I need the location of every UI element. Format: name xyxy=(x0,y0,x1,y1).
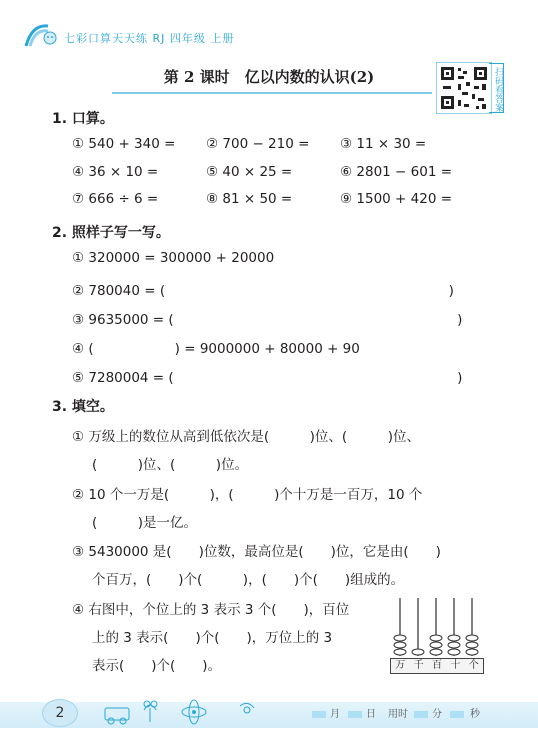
calc-item: ⑨ 1500 + 420 = xyxy=(340,191,453,207)
footer-label-time-used: 用时 xyxy=(388,709,408,720)
fill-line[interactable]: ( )位、( )位。 xyxy=(92,457,249,473)
fill-line[interactable]: 个百万，( )个( )，( )个( )组成的。 xyxy=(92,572,405,588)
expand-item: ① 320000 = 300000 + 20000 xyxy=(72,250,275,266)
expand-item[interactable]: ⑤ 7280004 = ( ) xyxy=(72,370,463,386)
fill-line[interactable]: 表示( )个( )。 xyxy=(92,658,222,674)
fill-line[interactable]: ( )是一亿。 xyxy=(92,515,198,531)
calc-item: ② 700 − 210 = xyxy=(206,136,310,152)
fill-line[interactable]: ④ 右图中，个位上的 3 表示 3 个( )，百位 xyxy=(72,602,350,618)
abacus-place-labels xyxy=(390,658,484,674)
place-label-bai: 百 xyxy=(431,660,442,671)
second-box[interactable] xyxy=(450,711,464,718)
calc-item: ④ 36 × 10 = xyxy=(72,164,159,180)
month-box[interactable] xyxy=(312,711,326,718)
footer-label-day: 日 xyxy=(366,709,376,720)
place-label-shi: 十 xyxy=(450,660,461,671)
abacus-figure xyxy=(388,594,488,676)
abacus-bead xyxy=(448,635,460,641)
calc-item: ③ 11 × 30 = xyxy=(340,136,427,152)
abacus-bead xyxy=(430,642,442,648)
abacus-rods xyxy=(388,594,488,660)
day-box[interactable] xyxy=(348,711,362,718)
footer-label-month: 月 xyxy=(330,709,340,720)
expand-item[interactable]: ③ 9635000 = ( ) xyxy=(72,312,463,328)
abacus-bead xyxy=(394,642,406,648)
abacus-bead xyxy=(394,635,406,641)
calc-item: ⑤ 40 × 25 = xyxy=(206,164,293,180)
minute-box[interactable] xyxy=(414,711,428,718)
section-3-heading: 3. 填空。 xyxy=(52,399,114,415)
decorative-doodles-icon xyxy=(100,696,260,726)
place-label-qian: 千 xyxy=(413,660,424,671)
place-label-ge: 个 xyxy=(468,660,479,671)
page-number: 2 xyxy=(42,699,78,727)
title-underline xyxy=(112,92,432,94)
fill-line[interactable]: ③ 5430000 是( )位数，最高位是( )位，它是由( ) xyxy=(72,544,441,560)
abacus-bead xyxy=(466,649,478,655)
lesson-title: 第 2 课时 亿以内数的认识(2) xyxy=(163,68,375,86)
rainbow-logo-icon xyxy=(22,20,62,50)
abacus-bead xyxy=(466,635,478,641)
calc-item: ⑥ 2801 − 601 = xyxy=(340,164,453,180)
section-1-heading: 1. 口算。 xyxy=(52,111,114,127)
abacus-bead xyxy=(412,649,424,655)
expand-item[interactable]: ④ ( ) = 9000000 + 80000 + 90 xyxy=(72,341,360,357)
calc-item: ⑦ 666 ÷ 6 = xyxy=(72,191,159,207)
qr-code-icon[interactable] xyxy=(436,62,492,114)
abacus-bead xyxy=(448,649,460,655)
place-label-wan: 万 xyxy=(395,660,406,671)
calc-item: ⑧ 81 × 50 = xyxy=(206,191,293,207)
series-title: 七彩口算天天练 RJ 四年级 上册 xyxy=(64,32,235,45)
footer-label-minute: 分 xyxy=(432,709,442,720)
fill-line[interactable]: 上的 3 表示( )个( )，万位上的 3 xyxy=(92,630,333,646)
abacus-bead xyxy=(430,649,442,655)
footer-label-second: 秒 xyxy=(470,709,480,720)
expand-item[interactable]: ② 780040 = ( ) xyxy=(72,283,454,299)
abacus-bead xyxy=(430,635,442,641)
fill-line[interactable]: ① 万级上的数位从高到低依次是( )位、( )位、 xyxy=(72,429,420,445)
abacus-bead xyxy=(448,642,460,648)
section-2-heading: 2. 照样子写一写。 xyxy=(52,225,170,241)
calc-item: ① 540 + 340 = xyxy=(72,136,176,152)
qr-caption: 扫码看答案 xyxy=(489,63,504,113)
abacus-bead xyxy=(394,649,406,655)
fill-line[interactable]: ② 10 个一万是( )，( )个十万是一百万，10 个 xyxy=(72,487,423,503)
abacus-bead xyxy=(466,642,478,648)
